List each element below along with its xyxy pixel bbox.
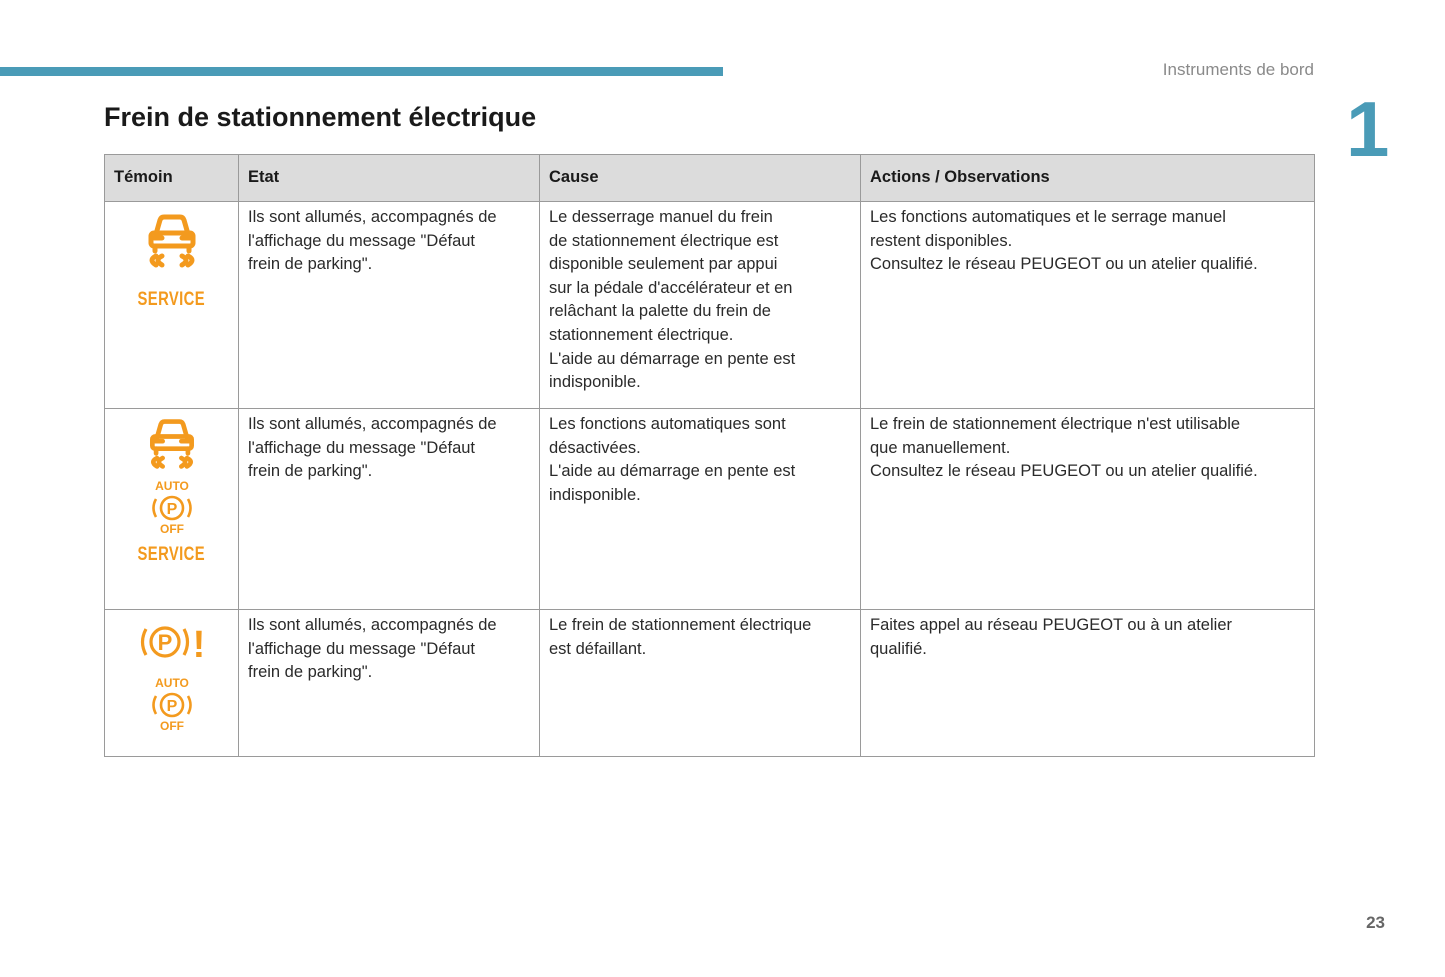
page-title: Frein de stationnement électrique	[104, 102, 537, 132]
text-line: indisponible.	[549, 373, 641, 392]
exclamation-label: !	[192, 624, 205, 664]
traction-warning-icon	[142, 415, 202, 473]
off-label: OFF	[159, 719, 184, 732]
p-label: P	[166, 501, 177, 518]
warning-lights-table	[104, 154, 1315, 757]
header-accent-bar	[0, 67, 723, 76]
table-row	[105, 610, 1315, 757]
chapter-number: 1	[1346, 85, 1390, 173]
text-line: restent disponibles.	[870, 231, 1013, 250]
column-header-cause: Cause	[540, 155, 861, 202]
text-line: Ils sont allumés, accompagnés de	[248, 208, 497, 226]
service-warning-label: SERVICE	[137, 544, 206, 565]
park-brake-fault-icon	[139, 620, 205, 664]
section-header: Instruments de bord	[1162, 60, 1314, 79]
temoin-cell	[105, 610, 239, 757]
text-line: Faites appel au réseau PEUGEOT ou à un atelier	[870, 616, 1232, 634]
actions-cell	[861, 610, 1315, 757]
text-line: Consultez le réseau PEUGEOT ou un atelier qualifié.	[870, 255, 1258, 274]
temoin-cell	[105, 409, 239, 610]
cause-cell	[540, 409, 861, 610]
text-line: frein de parking".	[248, 462, 373, 481]
text-line: Ils sont allumés, accompagnés de	[248, 616, 497, 634]
text-line: L'aide au démarrage en pente est	[549, 349, 796, 368]
text-line: Ils sont allumés, accompagnés de	[248, 415, 497, 433]
service-warning-label: SERVICE	[137, 289, 206, 310]
auto-label: AUTO	[154, 676, 189, 690]
column-header-actions: Actions / Observations	[861, 155, 1315, 202]
text-line: Les fonctions automatiques et le serrage manuel	[870, 208, 1226, 226]
text-line: Consultez le réseau PEUGEOT ou un atelier qualifié.	[870, 462, 1258, 481]
text-line: qualifié.	[870, 639, 927, 658]
actions-cell	[861, 202, 1315, 409]
auto-label: AUTO	[154, 479, 189, 493]
text-line: Le frein de stationnement électrique	[549, 616, 812, 634]
text-line: L'aide au démarrage en pente est	[549, 462, 796, 481]
etat-cell	[239, 409, 540, 610]
text-line: indisponible.	[549, 485, 641, 504]
text-line: relâchant la palette du frein de	[549, 302, 771, 321]
table-row	[105, 409, 1315, 610]
page-number: 23	[1366, 913, 1385, 932]
text-line: Le frein de stationnement électrique n'est utilisable	[870, 415, 1241, 433]
text-line: désactivées.	[549, 438, 641, 457]
table-header-row	[105, 155, 1315, 202]
auto-park-off-icon	[147, 479, 197, 535]
cause-cell	[540, 610, 861, 757]
etat-cell	[239, 610, 540, 757]
text-line: est défaillant.	[549, 639, 647, 658]
text-line: frein de parking".	[248, 255, 373, 274]
text-line: l'affichage du message "Défaut	[248, 639, 476, 658]
p-label: P	[157, 630, 172, 655]
traction-warning-icon	[142, 210, 202, 272]
temoin-cell	[105, 202, 239, 409]
cause-cell	[540, 202, 861, 409]
text-line: Le desserrage manuel du frein	[549, 208, 773, 226]
text-line: Les fonctions automatiques sont	[549, 415, 786, 433]
text-line: l'affichage du message "Défaut	[248, 438, 476, 457]
etat-cell	[239, 202, 540, 409]
text-line: l'affichage du message "Défaut	[248, 231, 476, 250]
off-label: OFF	[159, 522, 184, 535]
text-line: que manuellement.	[870, 438, 1011, 457]
text-line: disponible seulement par appui	[549, 255, 778, 274]
text-line: frein de parking".	[248, 663, 373, 682]
text-line: stationnement électrique.	[549, 325, 734, 344]
text-line: de stationnement électrique est	[549, 231, 779, 250]
actions-cell	[861, 409, 1315, 610]
column-header-etat: Etat	[239, 155, 540, 202]
p-label: P	[166, 698, 177, 715]
text-line: sur la pédale d'accélérateur et en	[549, 278, 793, 297]
table-row	[105, 202, 1315, 409]
auto-park-off-icon	[147, 676, 197, 732]
column-header-temoin: Témoin	[105, 155, 239, 202]
